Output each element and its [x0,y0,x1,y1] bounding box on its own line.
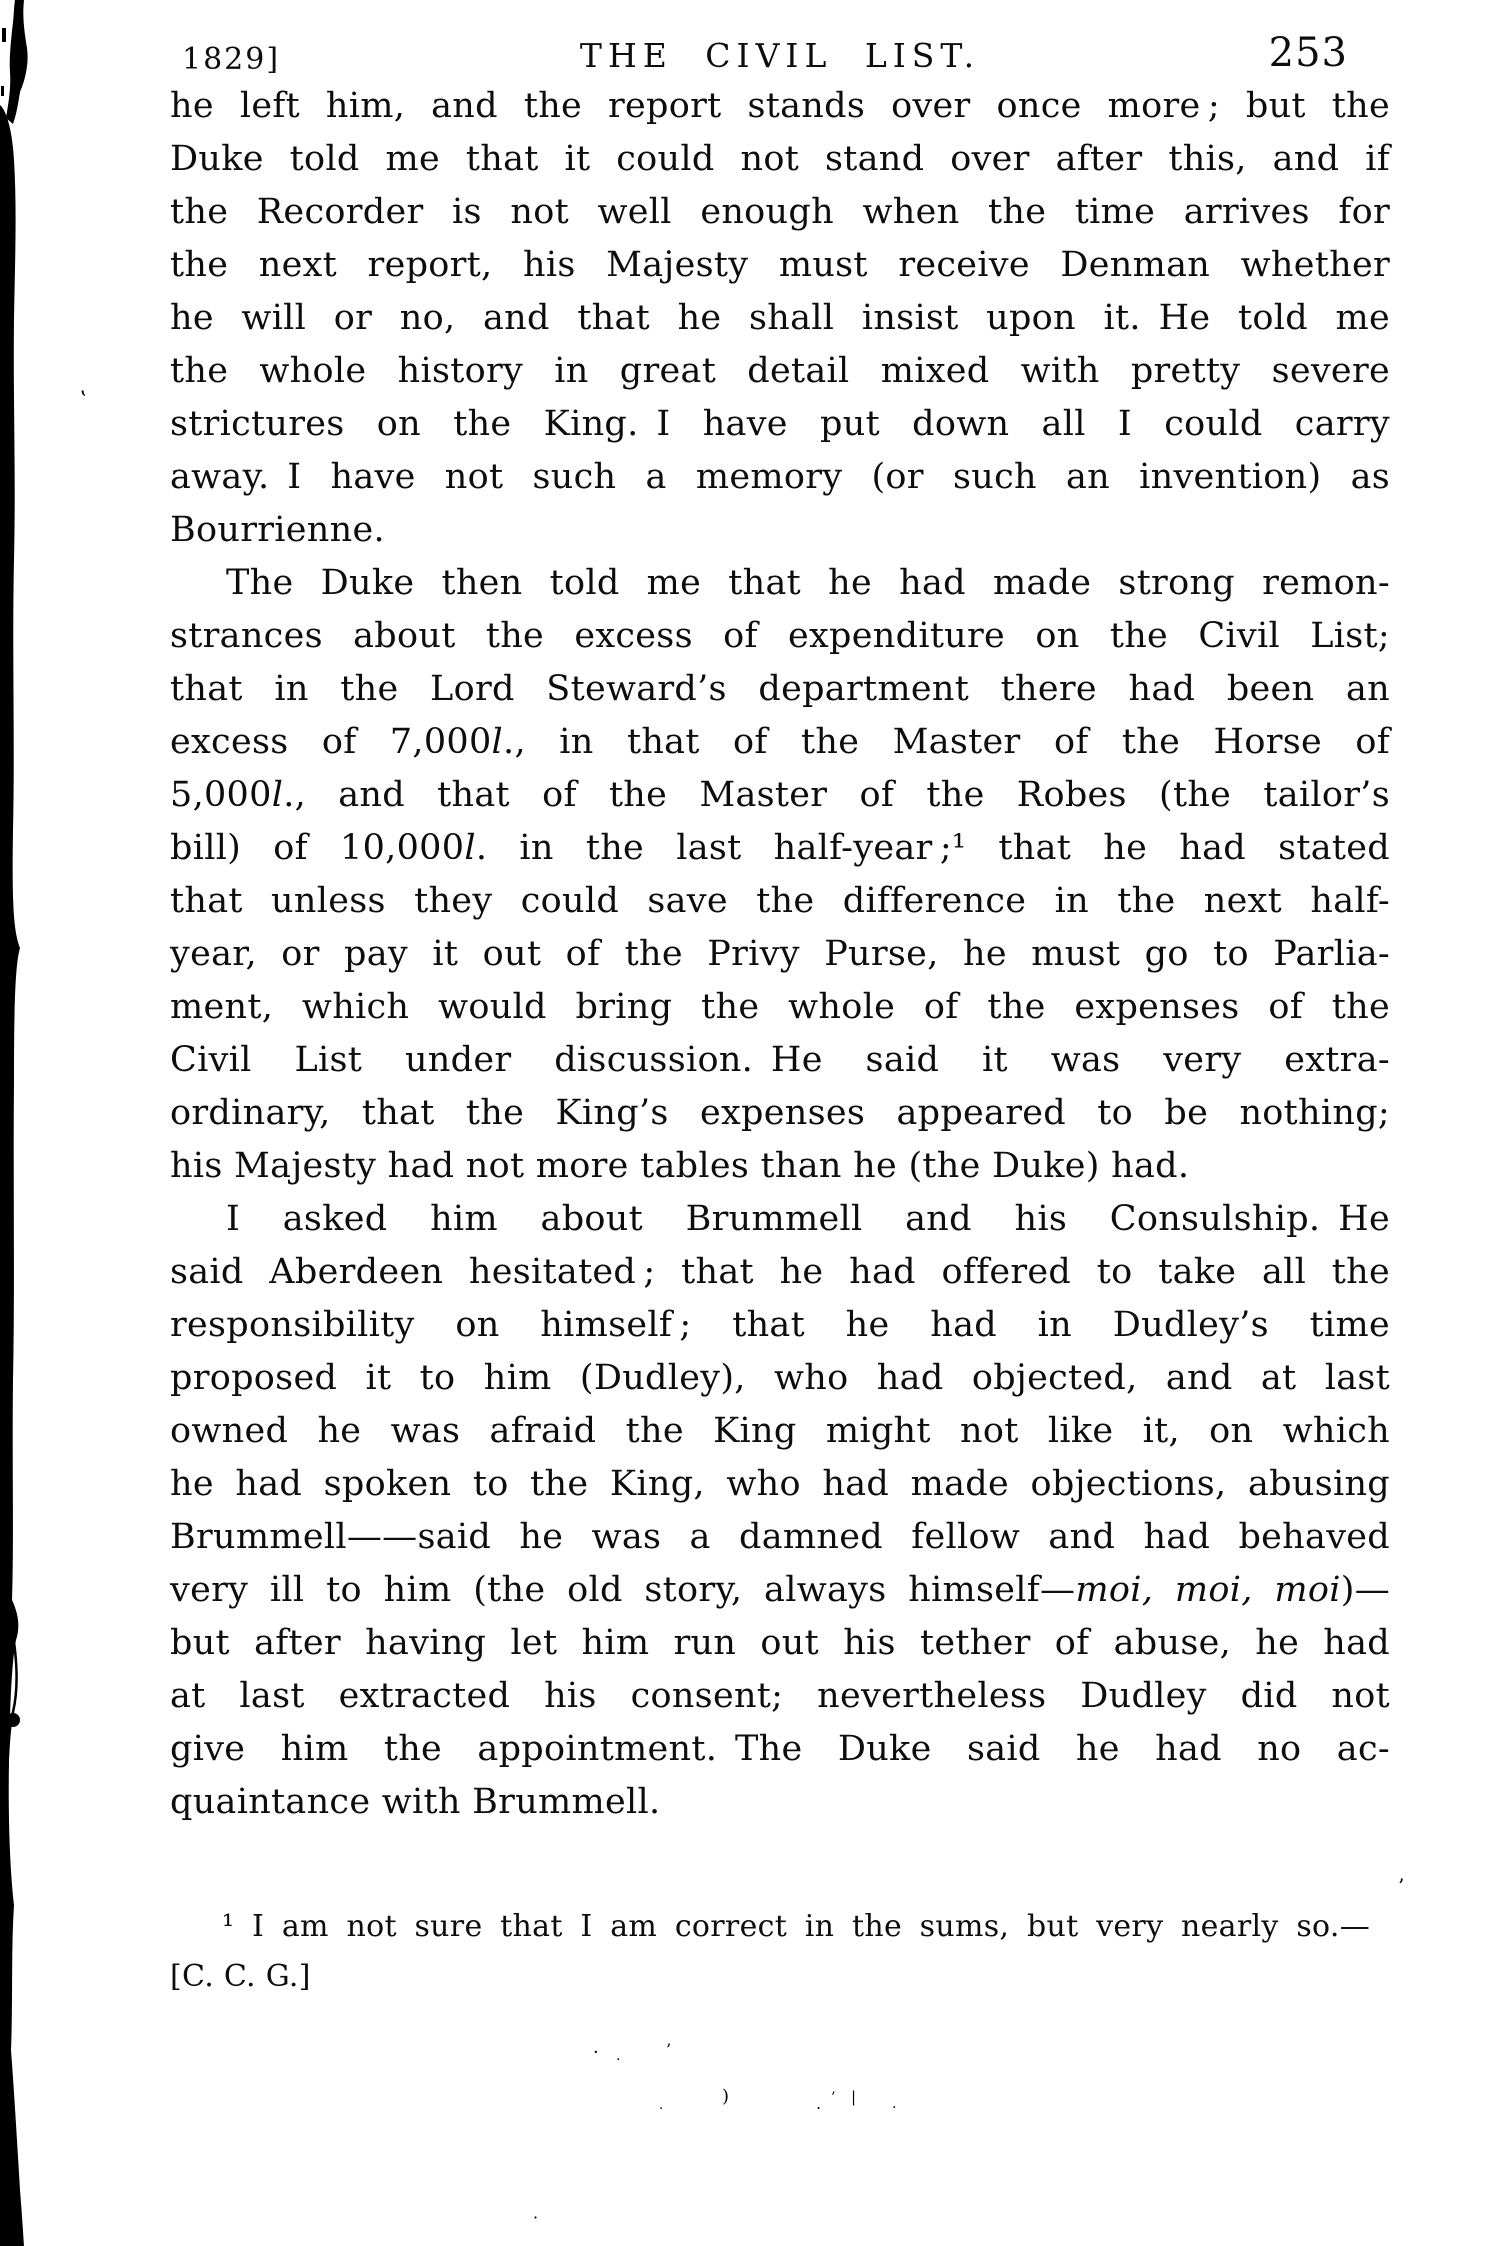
text-line: Bourrienne. [170,510,385,550]
text-line: but after having let him run out his tether of abuse, he had [170,1623,1390,1663]
scan-speck: ’ [831,2090,836,2106]
text-line: bill) of 10,000l. in the last half-year ;¹ that he had stated [170,828,1390,868]
text-line: he will or no, and that he shall insist upon it. He told me [170,298,1390,338]
text-line: ment, which would bring the whole of the expenses of the [170,987,1390,1027]
scan-speck: . [616,2048,621,2064]
scan-speck: · [533,2208,539,2227]
footnote-line: ¹ I am not sure that I am correct in the sums, but very nearly so.— [222,1909,1370,1944]
page-number: 253 [1268,30,1348,76]
scan-speck: | [851,2088,857,2106]
text-line: the next report, his Majesty must receive Denman whether [170,245,1390,285]
text-line: ordinary, that the King’s expenses appeared to be nothing; [170,1093,1390,1133]
text-line: quaintance with Brummell. [170,1782,661,1822]
text-line: he had spoken to the King, who had made objections, abusing [170,1464,1390,1504]
footnote-line: [C. C. G.] [170,1959,311,1994]
text-line: he left him, and the report stands over once more ; but the [170,86,1390,126]
running-title: THE CIVIL LIST. [579,36,981,75]
text-line: the whole history in great detail mixed with pretty severe [170,351,1390,391]
text-line: responsibility on himself ; that he had in Dudley’s time [170,1305,1390,1345]
page-header [170,30,1390,80]
text-line: owned he was afraid the King might not like it, on which [170,1411,1390,1451]
text-line: strictures on the King. I have put down all I could carry [170,404,1390,444]
text-line: the Recorder is not well enough when the time arrives for [170,192,1390,232]
text-line: Duke told me that it could not stand over after this, and if [170,139,1390,179]
scan-speck: ‛ [80,388,87,413]
text-line: said Aberdeen hesitated ; that he had offered to take all the [170,1252,1390,1292]
text-line: at last extracted his consent; nevertheless Dudley did not [170,1676,1390,1716]
text-line: Brummell——said he was a damned fellow and had behaved [170,1517,1390,1557]
text-line: 5,000l., and that of the Master of the Robes (the tailor’s [170,775,1390,815]
scan-binding-artifact [0,0,40,2246]
text-line: I asked him about Brummell and his Consulship. He [226,1199,1390,1239]
text-line: excess of 7,000l., in that of the Master of the Horse of [170,722,1391,762]
text-line: year, or pay it out of the Privy Purse, he must go to Parlia- [170,934,1390,974]
text-line: Civil List under discussion. He said it was very extra- [170,1040,1390,1080]
text-line: The Duke then told me that he had made strong remon- [226,563,1390,603]
scan-speck: · [593,2042,599,2063]
scan-speck: . [816,2094,822,2113]
text-line: give him the appointment. The Duke said he had no ac- [170,1729,1390,1769]
text-line: his Majesty had not more tables than he (the Duke) had. [170,1146,1190,1186]
year-marker: 1829] [182,42,281,77]
scan-speck: ) [722,2086,730,2107]
text-line: that unless they could save the difference in the next half- [170,881,1390,921]
page-body [170,80,1390,1829]
scan-speck: . [892,2096,897,2112]
scan-speck: ’ [1398,1874,1405,1898]
text-line: strances about the excess of expenditure on the Civil List; [170,616,1390,656]
scan-speck: ’ [666,2040,672,2059]
text-line: very ill to him (the old story, always himself—moi, moi, moi)— [170,1570,1391,1610]
text-line: that in the Lord Steward’s department there had been an [170,669,1390,709]
footnote [170,1902,1370,2002]
scan-speck: . [659,2098,664,2113]
text-line: away. I have not such a memory (or such an invention) as [170,457,1390,497]
text-line: proposed it to him (Dudley), who had objected, and at last [170,1358,1390,1398]
